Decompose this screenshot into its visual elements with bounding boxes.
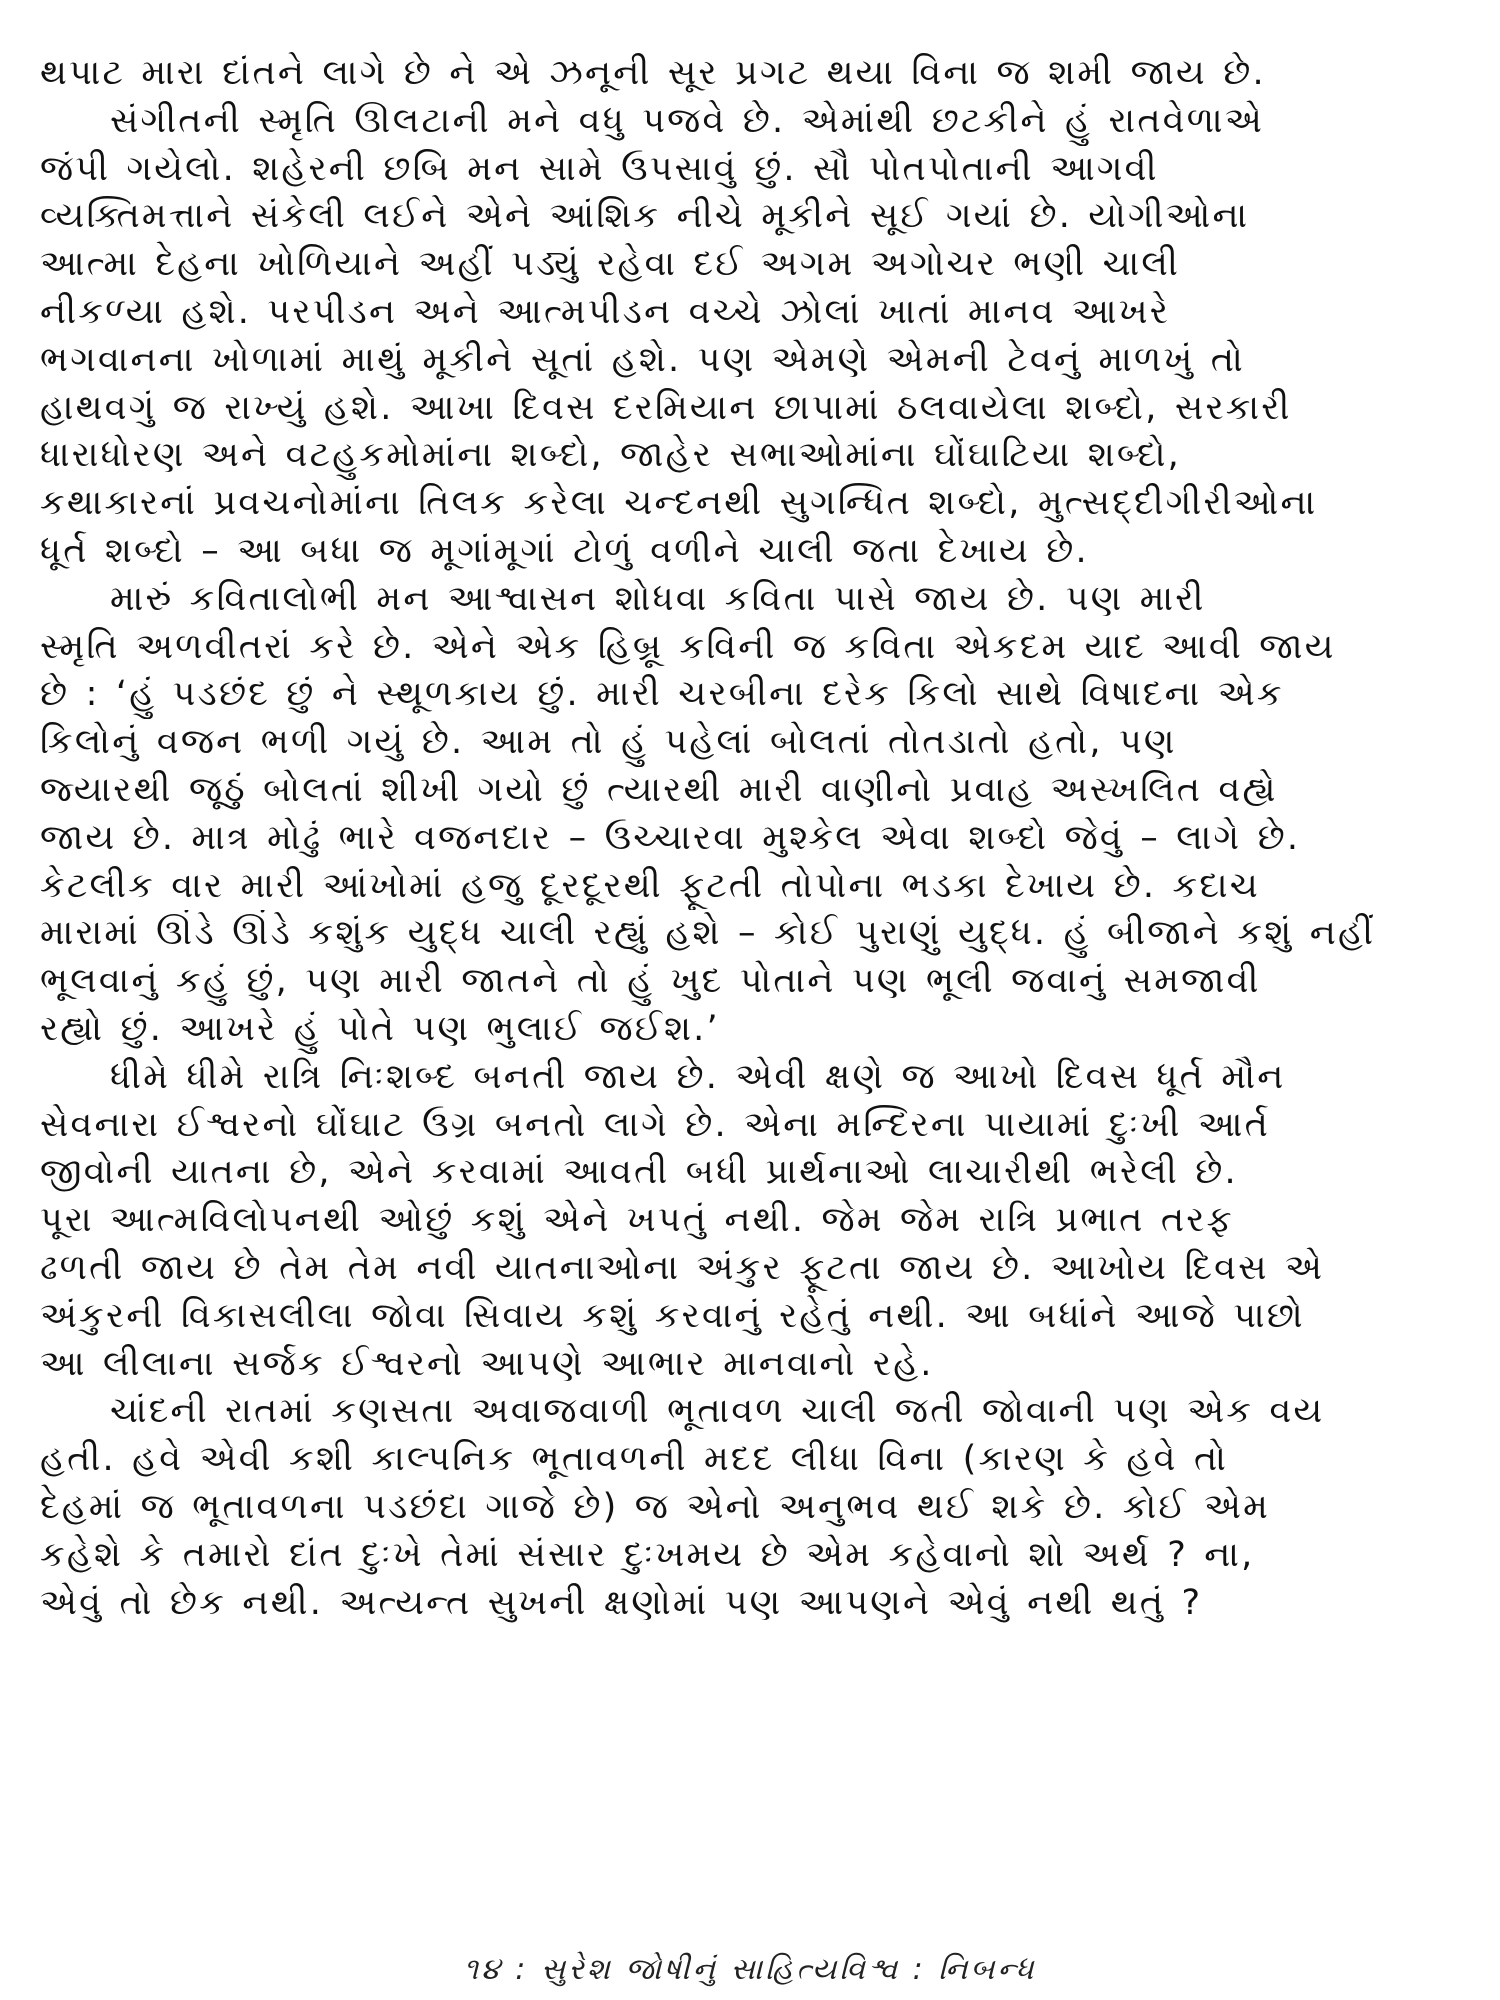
essay-body: [40, 50, 1470, 1627]
text-line: મારું કવિતાલોભી મન આશ્વાસન શોધવા કવિતા પાસે જાય છે. પણ મારી: [110, 578, 1206, 619]
text-line: કેટલીક વાર મારી આંખોમાં હજુ દૂરદૂરથી ફૂટતી તોપોના ભડકા દેખાય છે. કદાચ: [40, 865, 1260, 906]
text-line: ઢળતી જાય છે તેમ તેમ નવી યાતનાઓના અંકુર ફૂટતા જાય છે. આખોય દિવસ એ: [40, 1247, 1325, 1288]
text-line: એવું તો છેક નથી. અત્યન્ત સુખની ક્ષણોમાં પણ આપણને એવું નથી થતું ?: [40, 1582, 1203, 1623]
paragraph: [40, 50, 1470, 98]
text-line: દેહમાં જ ભૂતાવળના પડછંદા ગાજે છે) જ એનો અનુભવ થઈ શકે છે. કોઈ એમ: [40, 1486, 1271, 1527]
text-line: અંકુરની વિકાસલીલા જોવા સિવાય કશું કરવાનું રહેતું નથી. આ બધાંને આજે પાછો: [40, 1295, 1305, 1336]
text-line: જ્યારથી જૂઠું બોલતાં શીખી ગયો છું ત્યારથી મારી વાણીનો પ્રવાહ અસ્ખલિત વહ્યે: [40, 769, 1278, 810]
text-line: હતી. હવે એવી કશી કાલ્પનિક ભૂતાવળની મદદ લીધા વિના (કારણ કે હવે તો: [40, 1439, 1229, 1480]
text-line: રહ્યો છું. આખરે હું પોતે પણ ભુલાઈ જઈશ.’: [40, 1008, 720, 1049]
paragraph: [40, 98, 1470, 576]
paragraph: [40, 1054, 1470, 1389]
text-line: ધૂર્ત શબ્દો – આ બધા જ મૂગાંમૂગાં ટોળું વળીને ચાલી જતા દેખાય છે.: [40, 530, 1089, 571]
text-line: કથાકારનાં પ્રવચનોમાંના તિલક કરેલા ચન્દનથી સુગન્ધિત શબ્દો, મુત્સદ્દીગીરીઓના: [40, 483, 1318, 524]
page-footer: ૧૪ : સુરેશ જોષીનું સાહિત્યવિશ્વ : નિબન્ધ: [463, 1952, 1037, 1987]
text-line: ચાંદની રાતમાં કણસતા અવાજવાળી ભૂતાવળ ચાલી જતી જોવાની પણ એક વય: [110, 1391, 1325, 1432]
text-line: સ્મૃતિ અળવીતરાં કરે છે. એને એક હિબ્રૂ કવિની જ કવિતા એકદમ યાદ આવી જાય: [40, 626, 1336, 667]
text-line: ભૂલવાનું કહું છું, પણ મારી જાતને તો હું ખુદ પોતાને પણ ભૂલી જવાનું સમજાવી: [40, 961, 1261, 1002]
text-line: થપાટ મારા દાંતને લાગે છે ને એ ઝનૂની સૂર પ્રગટ થયા વિના જ શમી જાય છે.: [40, 53, 1266, 93]
text-line: ધીમે ધીમે રાત્રિ નિઃશબ્દ બનતી જાય છે. એવી ક્ષણે જ આખો દિવસ ધૂર્ત મૌન: [110, 1056, 1286, 1097]
text-line: મારામાં ઊંડે ઊંડે કશુંક યુદ્ધ ચાલી રહ્યું હશે – કોઈ પુરાણું યુદ્ધ. હું બીજાને કશું નહીં: [40, 913, 1376, 954]
text-line: વ્યક્તિમત્તાને સંકેલી લઈને એને આંશિક નીચે મૂકીને સૂઈ ગયાં છે. યોગીઓના: [40, 196, 1250, 237]
paragraph: [40, 576, 1470, 1054]
text-line: સંગીતની સ્મૃતિ ઊલટાની મને વધુ પજવે છે. એમાંથી છટકીને હું રાતવેળાએ: [110, 100, 1264, 141]
text-line: કહેશે કે તમારો દાંત દુઃખે તેમાં સંસાર દુઃખમય છે એમ કહેવાનો શો અર્થ ? ના,: [40, 1534, 1255, 1575]
text-line: નીકળ્યા હશે. પરપીડન અને આત્મપીડન વચ્ચે ઝોલાં ખાતાં માનવ આખરે: [40, 291, 1171, 332]
text-line: આત્મા દેહના ખોળિયાને અહીં પડ્યું રહેવા દઈ અગમ અગોચર ભણી ચાલી: [40, 244, 1181, 285]
text-line: ભગવાનના ખોળામાં માથું મૂકીને સૂતાં હશે. પણ એમણે એમની ટેવનું માળખું તો: [40, 339, 1245, 380]
text-line: જંપી ગયેલો. શહેરની છબિ મન સામે ઉપસાવું છું. સૌ પોતપોતાની આગવી: [40, 148, 1159, 189]
text-line: જાય છે. માત્ર મોઢું ભારે વજનદાર – ઉચ્ચારવા મુશ્કેલ એવા શબ્દો જેવું – લાગે છે.: [40, 817, 1301, 858]
paragraph: [40, 1388, 1470, 1627]
text-line: ધારાધોરણ અને વટહુકમોમાંના શબ્દો, જાહેર સભાઓમાંના ઘોંઘાટિયા શબ્દો,: [40, 435, 1182, 476]
text-line: પૂરા આત્મવિલોપનથી ઓછું કશું એને ખપતું નથી. જેમ જેમ રાત્રિ પ્રભાત તરફ: [40, 1200, 1234, 1241]
text-line: આ લીલાના સર્જક ઈશ્વરનો આપણે આભાર માનવાનો રહે.: [40, 1343, 934, 1384]
text-line: સેવનારા ઈશ્વરનો ઘોંઘાટ ઉગ્ર બનતો લાગે છે. એના મન્દિરના પાયામાં દુઃખી આર્ત: [40, 1104, 1271, 1145]
text-line: જીવોની યાતના છે, એને કરવામાં આવતી બધી પ્રાર્થનાઓ લાચારીથી ભરેલી છે.: [40, 1152, 1238, 1193]
text-line: કિલોનું વજન ભળી ગયું છે. આમ તો હું પહેલાં બોલતાં તોતડાતો હતો, પણ: [40, 722, 1177, 763]
text-line: છે : ‘હું પડછંદ છું ને સ્થૂળકાય છું. મારી ચરબીના દરેક કિલો સાથે વિષાદના એક: [40, 674, 1284, 715]
text-line: હાથવગું જ રાખ્યું હશે. આખા દિવસ દરમિયાન છાપામાં ઠલવાયેલા શબ્દો, સરકારી: [40, 387, 1292, 428]
